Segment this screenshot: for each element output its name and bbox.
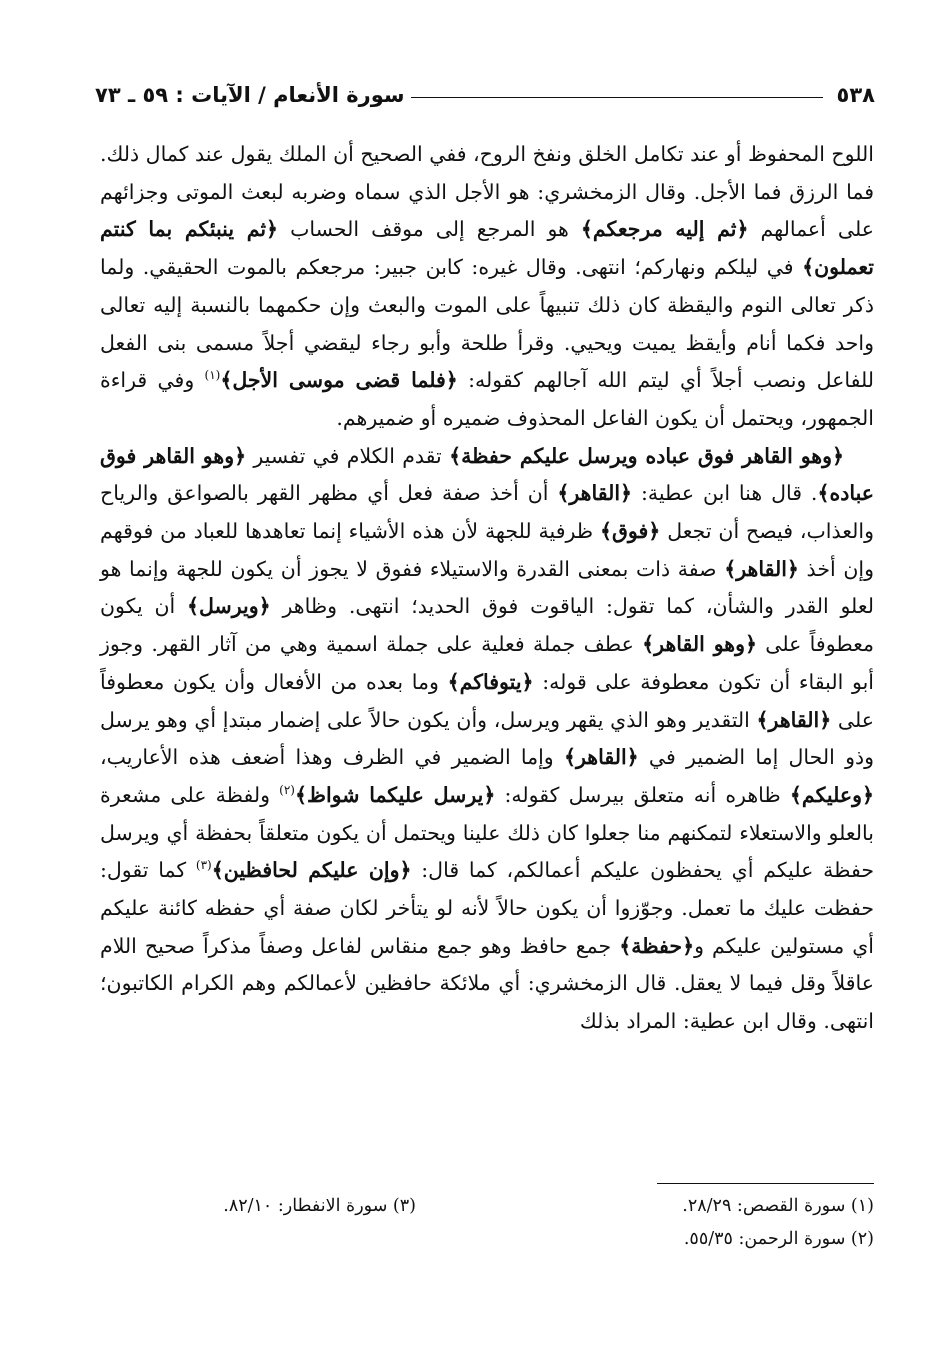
text-run: وإما الضمير في الظرف وهذا أضعف هذه الأعاريب، (100, 745, 564, 770)
text-run: أن أخذ صفة فعل أي مظهر القهر بالصواعق والرياح والعذاب، فيصح أن تجعل (100, 481, 874, 544)
text-run: ولفظة على مشعرة بالعلو والاستعلاء لتمكنهم منا جعلوا كان ذلك علينا ويحتمل أن يكون متعلقاً بحفظة أي ويرسل حفظة عليكم أي يحفظون عليكم أعمالكم، كما قال: (100, 782, 875, 883)
text-run: صفة ذات بمعنى القدرة والاستيلاء ففوق لا يجوز أن يكون للجهة وإنما هو لعلو القدر والشأن، كما تقول: الياقوت فوق الحديد؛ انتهى. وظاهر (100, 556, 874, 619)
paragraph-1 (100, 136, 874, 438)
running-title: سورة الأنعام / الآيات : ٥٩ ـ ٧٣ (95, 83, 405, 107)
footnotes (100, 1190, 874, 1260)
quran-quote: ﴿ثم إليه مرجعكم﴾ (580, 217, 749, 242)
quran-quote: ﴿يتوفاكم﴾ (447, 669, 534, 694)
quran-quote: ﴿القاهر﴾ (557, 481, 633, 506)
text-run: ظرفية للجهة لأن هذه الأشياء إنما تعاهدها للعباد من فوقهم وإن أخذ (100, 519, 874, 581)
footnote-rule (657, 1183, 874, 1184)
text-run: اللوح المحفوظ أو عند تكامل الخلق ونفخ الروح، ففي الصحيح أن الملك يقول عند كمال ذلك. فما الرزق فما الأجل. وقال الزمخشري: هو الأجل الذي سماه وضربه لبعث الموتى وجزائهم على أعمالهم (100, 142, 874, 242)
quran-quote: ﴿يرسل عليكما شواظ﴾ (294, 782, 496, 807)
text-run: هو المرجع إلى موقف الحساب (278, 217, 581, 242)
text-run: ظاهره أنه متعلق بيرسل كقوله: (495, 782, 790, 807)
text-run: كما تقول: حفظت عليك ما تعمل. وجوّزوا أن يكون حالاً لأنه لو يتأخر لكان صفة أي حفظه كائنة عليكم أي مستولين عليكم و (100, 858, 874, 958)
quran-quote: ﴿وعليكم﴾ (789, 782, 875, 807)
text-run: تقدم الكلام في تفسير (246, 443, 450, 468)
footnote-ref: (٣) (195, 858, 212, 873)
quran-quote: ﴿القاهر﴾ (756, 707, 832, 732)
header-rule (411, 97, 823, 98)
quran-quote: ﴿حفظة﴾ (619, 933, 695, 958)
quran-quote: ﴿القاهر﴾ (563, 745, 639, 770)
footnote-3: (٣) سورة الانفطار: ٨٢/١٠. (223, 1196, 416, 1216)
footnote-1: (١) سورة القصص: ٢٨/٢٩. (682, 1196, 874, 1216)
quran-quote: ﴿القاهر﴾ (724, 556, 799, 581)
text-run: في ليلكم ونهاركم؛ انتهى. وقال غيره: كابن جبير: مرجعكم بالموت الحقيقي. ولما ذكر تعالى النوم واليقظة كان ذلك تنبيهاً على الموت والبعث وإن حكمهما بالنسبة إليه تعالى واحد فكما أنام وأيقظ يميت ويحيي. وقرأ طلحة وأبو رجاء ليقضي أجلاً مسمى بنى الفعل للفاعل ونصب أجلاً أي ليتم الله آجالهم كقوله: (100, 255, 875, 393)
footnote-2: (٢) سورة الرحمن: ٥٥/٣٥. (683, 1229, 874, 1249)
quran-quote: ﴿وهو القاهر فوق عباده ويرسل عليكم حفظة﴾ (449, 443, 845, 468)
quran-quote: ﴿وهو القاهر﴾ (642, 632, 758, 657)
text-run: وفي قراءة الجمهور، ويحتمل أن يكون الفاعل المحذوف ضميره أو ضميرهم. (100, 368, 874, 430)
footnotes-column-right (554, 1190, 874, 1256)
text-run: عطف جملة فعلية على جملة اسمية وهي من آثار القهر. وجوز أبو البقاء أن تكون معطوفة على قوله: (100, 632, 874, 694)
footnotes-column-left (96, 1190, 416, 1223)
page-number: ٥٣٨ (836, 83, 875, 107)
footnote-ref: (٢) (279, 783, 295, 798)
quran-quote: ﴿ويرسل﴾ (187, 594, 271, 619)
quran-quote: ﴿فلما قضى موسى الأجل﴾ (220, 368, 458, 393)
paragraph-2 (100, 438, 874, 1041)
running-header (95, 80, 875, 110)
quran-quote: ﴿وهو القاهر فوق عباده﴾ (100, 443, 874, 506)
text-run: وما بعده من الأفعال وأن يكون معطوفاً على (100, 669, 874, 732)
text-run: التقدير وهو الذي يقهر ويرسل، وأن يكون حالاً على إضمار مبتدإ أي وهو يرسل وذو الحال إما الضمير في (100, 707, 874, 770)
text-run: . قال هنا ابن عطية: (632, 481, 818, 506)
text-run: أن يكون معطوفاً على (100, 594, 875, 657)
text-run: جمع حافظ وهو جمع منقاس لفاعل وصفاً مذكراً صحيح اللام عاقلاً وقل فيما لا يعقل. قال الزمخشري: أي ملائكة حافظين لأعمالكم وهم الكرام الكاتبون؛ انتهى. وقال ابن عطية: المراد بذلك (100, 933, 874, 1034)
quran-quote: ﴿وإن عليكم لحافظين﴾ (211, 858, 412, 883)
body-text (100, 136, 874, 1041)
quran-quote: ﴿ثم ينبئكم بما كنتم تعملون﴾ (100, 217, 874, 280)
quran-quote: ﴿فوق﴾ (600, 519, 661, 544)
footnote-ref: (١) (204, 368, 221, 383)
